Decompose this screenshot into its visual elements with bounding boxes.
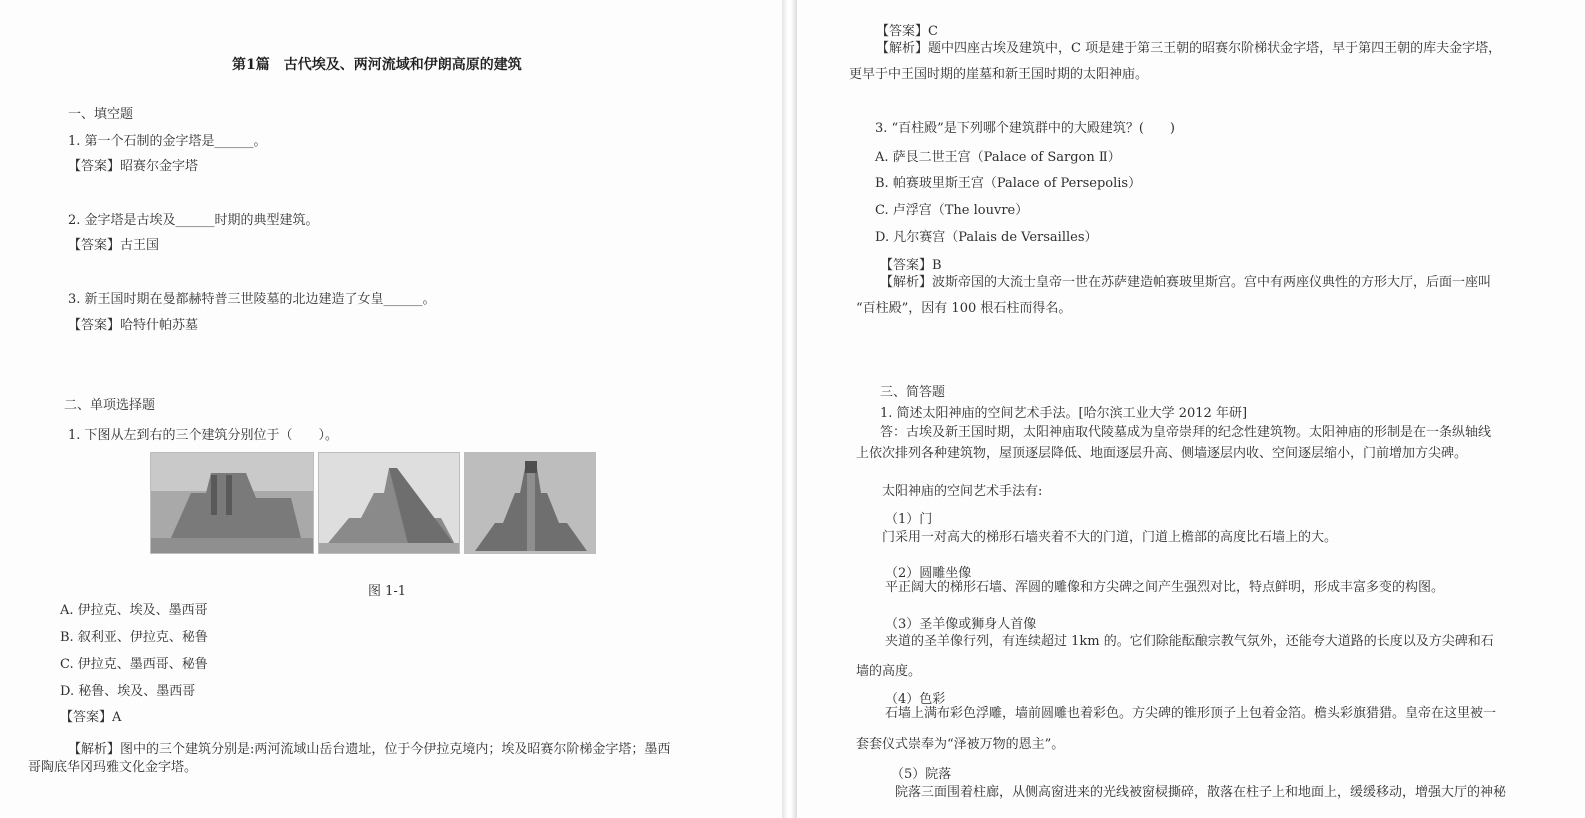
explanation-line-2: 哥陶底华冈玛雅文化金字塔。 bbox=[28, 760, 198, 775]
choice-answer-1: 【答案】A bbox=[60, 710, 122, 725]
answer-c: 【答案】C bbox=[876, 24, 938, 39]
explanation-line-1: 【解析】图中的三个建筑分别是:两河流域山岳台遗址，位于今伊拉克境内；埃及昭赛尔阶梯金字塔；墨西 bbox=[68, 742, 671, 757]
subheading-ram-sphinx: （3）圣羊像或狮身人首像 bbox=[885, 617, 1037, 632]
subheading-door: （1）门 bbox=[885, 512, 933, 527]
option-c: C. 伊拉克、墨西哥、秘鲁 bbox=[60, 657, 208, 672]
choice-question-3: 3. “百柱殿”是下列哪个建筑群中的大殿建筑？( ) bbox=[875, 121, 1175, 136]
figure-maya-pyramid-image bbox=[464, 452, 596, 554]
answer-3: 【答案】哈特什帕苏墓 bbox=[68, 318, 199, 333]
option-a: A. 伊拉克、埃及、墨西哥 bbox=[60, 603, 208, 618]
explanation-b-line-2: “百柱殿”，因有 100 根石柱而得名。 bbox=[856, 301, 1072, 316]
answer-paragraph-line-1: 答：古埃及新王国时期，太阳神庙取代陵墓成为皇帝崇拜的纪念性建筑物。太阳神庙的形制是在一条纵轴线 bbox=[880, 425, 1492, 440]
section-heading-single-choice: 二、单项选择题 bbox=[64, 398, 156, 413]
section-heading-short-answer: 三、简答题 bbox=[880, 385, 946, 400]
answer-b: 【答案】B bbox=[880, 258, 942, 273]
figure-caption: 图 1-1 bbox=[368, 584, 407, 599]
body-ram-sphinx-line-1: 夹道的圣羊像行列，有连续超过 1km 的。它们除能酝酿宗教气氛外，还能夸大道路的长度以及方尖碑和石 bbox=[885, 634, 1494, 649]
subheading-round-sculpture: （2）圆雕坐像 bbox=[885, 566, 972, 581]
option-a: A. 萨艮二世王宫（Palace of Sargon Ⅱ） bbox=[875, 150, 1121, 165]
subheading-color: （4）色彩 bbox=[885, 692, 946, 707]
option-b: B. 帕赛玻里斯王宫（Palace of Persepolis） bbox=[875, 176, 1142, 191]
figure-ziggurat-image bbox=[150, 452, 314, 554]
body-round-sculpture: 平正阔大的梯形石墙、浑圆的雕像和方尖碑之间产生强烈对比，特点鲜明，形成丰富多变的构图。 bbox=[885, 580, 1445, 595]
body-color-line-1: 石墙上满布彩色浮雕，墙前圆雕也着彩色。方尖碑的锥形顶子上包着金箔。檐头彩旗猎猎。皇帝在这里被一 bbox=[885, 706, 1497, 721]
short-question-1: 1. 简述太阳神庙的空间艺术手法。[哈尔滨工业大学 2012 年研] bbox=[880, 406, 1248, 421]
answer-intro: 太阳神庙的空间艺术手法有: bbox=[882, 484, 1043, 499]
option-d: D. 秘鲁、埃及、墨西哥 bbox=[60, 684, 196, 699]
left-page bbox=[0, 0, 782, 818]
option-b: B. 叙利亚、伊拉克、秘鲁 bbox=[60, 630, 208, 645]
right-page bbox=[797, 0, 1585, 818]
body-color-line-2: 套套仪式崇奉为“泽被万物的恩主”。 bbox=[856, 737, 1065, 752]
question-2: 2. 金字塔是古埃及______时期的典型建筑。 bbox=[68, 213, 319, 228]
answer-2: 【答案】古王国 bbox=[68, 238, 160, 253]
subheading-courtyard: （5）院落 bbox=[891, 767, 952, 782]
answer-paragraph-line-2: 上依次排列各种建筑物，屋顶逐层降低、地面逐层升高、侧墙逐层内收、空间逐层缩小，门前增加方尖碑。 bbox=[856, 446, 1468, 461]
choice-question-1: 1. 下图从左到右的三个建筑分别位于（ ）。 bbox=[68, 428, 339, 443]
body-door: 门采用一对高大的梯形石墙夹着不大的门道，门道上檐部的高度比石墙上的大。 bbox=[882, 530, 1338, 545]
body-ram-sphinx-line-2: 墙的高度。 bbox=[856, 664, 922, 679]
option-d: D. 凡尔赛宫（Palais de Versailles） bbox=[875, 230, 1098, 245]
explanation-c-line-1: 【解析】题中四座古埃及建筑中，C 项是建于第三王朝的昭赛尔阶梯状金字塔，早于第四王朝的库夫金字塔， bbox=[876, 41, 1502, 56]
figure-step-pyramid-image bbox=[318, 452, 460, 554]
question-3: 3. 新王国时期在曼都赫特普三世陵墓的北边建造了女皇______。 bbox=[68, 292, 436, 307]
chapter-title: 第1篇 古代埃及、两河流域和伊朗高原的建筑 bbox=[232, 57, 522, 73]
body-courtyard: 院落三面围着柱廊，从侧高窗进来的光线被窗棂撕碎，散落在柱子上和地面上，缓缓移动，增强大厅的神秘 bbox=[895, 785, 1507, 800]
answer-1: 【答案】昭赛尔金字塔 bbox=[68, 159, 199, 174]
section-heading-fill-blank: 一、填空题 bbox=[68, 107, 134, 122]
page-gutter bbox=[782, 0, 797, 818]
explanation-b-line-1: 【解析】波斯帝国的大流士皇帝一世在苏萨建造帕赛玻里斯宫。宫中有两座仪典性的方形大厅，后面一座叫 bbox=[880, 275, 1492, 290]
question-1: 1. 第一个石制的金字塔是______。 bbox=[68, 134, 267, 149]
explanation-c-line-2: 更早于中王国时期的崖墓和新王国时期的太阳神庙。 bbox=[849, 67, 1149, 82]
option-c: C. 卢浮宫（The louvre） bbox=[875, 203, 1029, 218]
